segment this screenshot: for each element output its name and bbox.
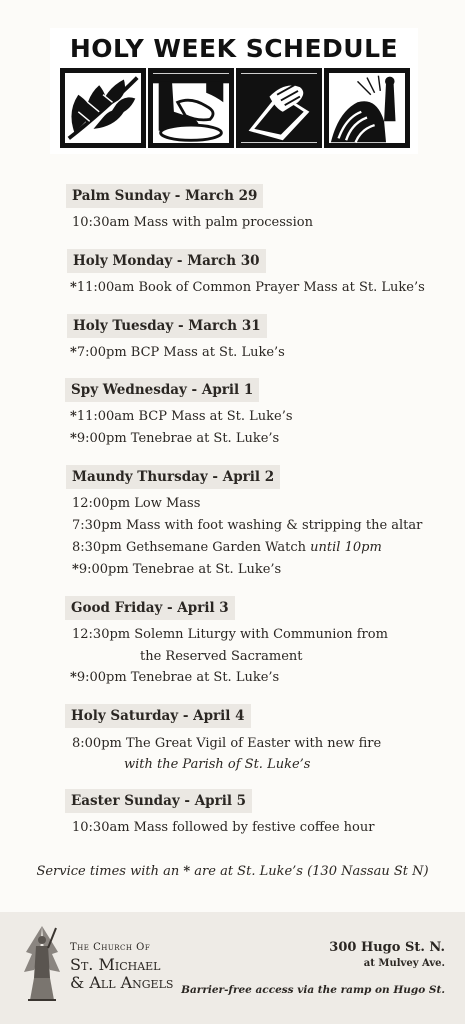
day-label-spy-wednesday: Spy Wednesday - April 1 [65,378,259,402]
cross-street: at Mulvey Ave. [363,958,445,969]
service-line: *11:00am Book of Common Prayer Mass at St. Luke’s [70,280,425,295]
church-name-line1: St. Michael [70,955,161,974]
service-line: *11:00am BCP Mass at St. Luke’s [70,409,293,424]
footnote: Service times with an * are at St. Luke’s (130 Nassau St N) [36,864,429,879]
service-line: 8:30pm Gethsemane Garden Watch until 10pm [72,540,382,555]
day-label-good-friday: Good Friday - April 3 [65,596,235,620]
day-label-holy-saturday: Holy Saturday - April 4 [65,704,251,728]
hand-on-book-icon [236,68,322,148]
service-line: the Reserved Sacrament [140,649,303,664]
day-label-holy-monday: Holy Monday - March 30 [67,249,266,273]
church-name-line2: & All Angels [70,973,174,992]
figure-in-light-icon [324,68,410,148]
schedule-banner [50,28,418,154]
service-line: with the Parish of St. Luke’s [124,757,311,772]
service-line: 10:30am Mass followed by festive coffee hour [72,820,375,835]
service-line: *7:00pm BCP Mass at St. Luke’s [70,345,285,360]
service-line: *9:00pm Tenebrae at St. Luke’s [70,431,280,446]
service-line: 8:00pm The Great Vigil of Easter with new fire [72,736,382,751]
service-line: 12:00pm Low Mass [72,496,201,511]
day-label-easter-sunday: Easter Sunday - April 5 [65,789,252,813]
day-label-palm-sunday: Palm Sunday - March 29 [66,184,263,208]
feet-washing-icon [148,68,234,148]
palm-branch-icon [60,68,146,148]
service-line: 10:30am Mass with palm procession [72,215,313,230]
day-label-holy-tuesday: Holy Tuesday - March 31 [67,314,267,338]
day-label-maundy-thursday: Maundy Thursday - April 2 [66,465,280,489]
service-line: *9:00pm Tenebrae at St. Luke’s [72,562,282,577]
service-line: *9:00pm Tenebrae at St. Luke’s [70,670,280,685]
church-name-prefix: The Church Of [70,942,151,953]
service-line: 7:30pm Mass with foot washing & stripping the altar [72,518,423,533]
service-line: 12:30pm Solemn Liturgy with Communion from [72,627,388,642]
street-address: 300 Hugo St. N. [329,940,445,955]
accessibility-note: Barrier-free access via the ramp on Hugo St. [181,984,445,996]
archangel-icon [22,922,62,1004]
schedule-title: HOLY WEEK SCHEDULE [69,34,399,63]
